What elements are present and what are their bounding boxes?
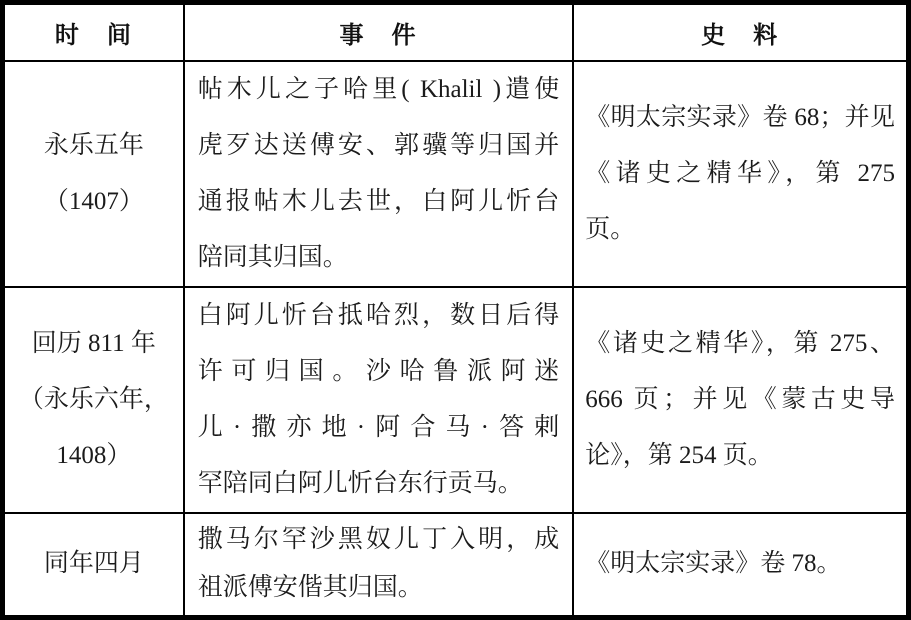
text-line: 帖木儿之子哈里( Khalil )遣使	[197, 76, 560, 103]
text-line: 陪同其归国。	[197, 244, 348, 271]
event-cell	[184, 513, 574, 617]
text-line: 同年四月	[43, 550, 144, 578]
text-line: 撒马尔罕沙黑奴儿丁入明，成	[197, 526, 560, 554]
text-line: 《明太宗实录》卷 78。	[585, 550, 842, 578]
text-line: 白阿儿忻台抵哈烈，数日后得	[197, 302, 560, 329]
table-row	[3, 61, 909, 287]
header-event: 事 件	[184, 3, 574, 62]
time-cell	[3, 513, 184, 617]
text-line: 许可归国。沙哈鲁派阿迷	[197, 358, 560, 385]
source-cell	[573, 513, 908, 617]
text-line: （永乐六年，	[18, 386, 169, 413]
text-line: 论》，第 254 页。	[585, 442, 773, 469]
event-cell	[184, 287, 574, 513]
source-cell	[573, 61, 908, 287]
event-cell	[184, 61, 574, 287]
header-source: 史 料	[573, 3, 908, 62]
table-body	[3, 61, 909, 617]
text-line: 通报帖木儿去世，白阿儿忻台	[197, 188, 560, 215]
text-line: 1408）	[56, 442, 132, 469]
text-line: 虎歹达送傅安、郭骥等归国并	[197, 132, 560, 159]
text-line: 《诸史之精华》，第 275、	[585, 330, 895, 357]
text-line: 回历 811 年	[31, 330, 156, 357]
time-cell	[3, 287, 184, 513]
table-row	[3, 513, 909, 617]
text-line: 儿·撒亦地·阿合马·答剌	[197, 414, 560, 441]
text-line: （1407）	[43, 188, 144, 215]
text-line: 666 页；并见《蒙古史导	[585, 386, 895, 413]
text-line: 永乐五年	[43, 132, 144, 159]
text-line: 《明太宗实录》卷 68；并见	[585, 104, 895, 131]
text-line: 页。	[585, 216, 636, 243]
table-row	[3, 287, 909, 513]
time-cell	[3, 61, 184, 287]
text-line: 罕陪同白阿儿忻台东行贡马。	[197, 470, 523, 497]
source-cell	[573, 287, 908, 513]
text-line: 《诸史之精华》，第 275	[585, 160, 895, 187]
text-line: 祖派傅安偕其归国。	[197, 574, 423, 602]
header-time: 时 间	[3, 3, 184, 62]
table-header	[3, 3, 909, 62]
header-row	[3, 3, 909, 62]
